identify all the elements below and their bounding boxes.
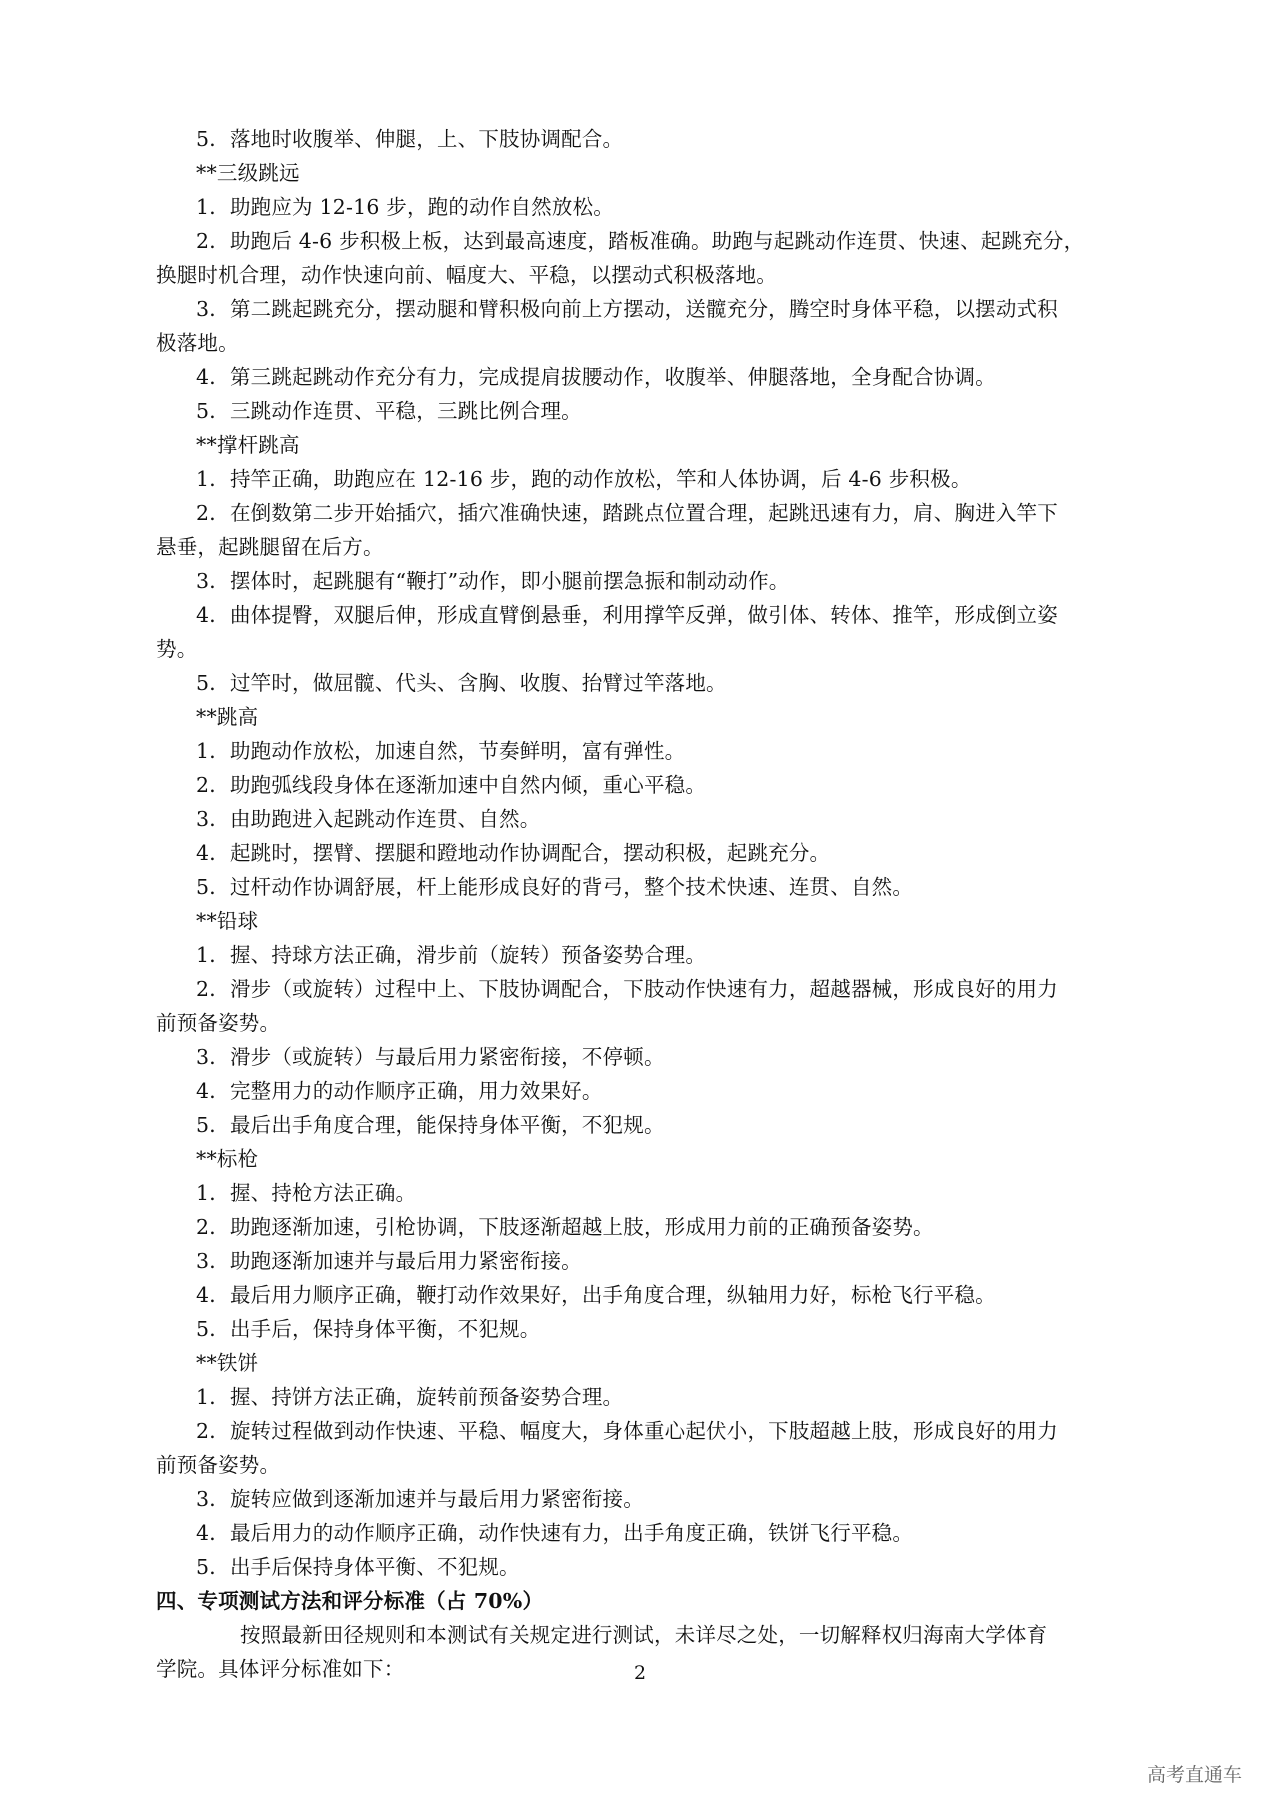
list-item: 2．助跑后 4-6 步积极上板，达到最高速度，踏板准确。助跑与起跳动作连贯、快速、起跳充分， [196,229,1085,253]
text-continuation: 悬垂，起跳腿留在后方。 [156,535,384,559]
list-item: 4．最后用力的动作顺序正确，动作快速有力，出手角度正确，铁饼飞行平稳。 [196,1521,914,1545]
section-subheading: **铁饼 [196,1351,259,1375]
list-item: 3．第二跳起跳充分，摆动腿和臂积极向前上方摆动，送髋充分，腾空时身体平稳，以摆动式积 [196,297,1058,321]
list-item: 1．助跑动作放松，加速自然，节奏鲜明，富有弹性。 [196,739,686,763]
list-item: 1．持竿正确，助跑应在 12-16 步，跑的动作放松，竿和人体协调，后 4-6 步积极。 [196,467,972,491]
list-item: 3．旋转应做到逐渐加速并与最后用力紧密衔接。 [196,1487,644,1511]
list-item: 3．摆体时，起跳腿有“鞭打”动作，即小腿前摆急振和制动动作。 [196,569,790,593]
list-item: 3．滑步（或旋转）与最后用力紧密衔接，不停顿。 [196,1045,665,1069]
watermark: 高考直通车 [1146,1764,1242,1786]
document-body [156,122,1136,1686]
list-item: 5．最后出手角度合理，能保持身体平衡，不犯规。 [196,1113,665,1137]
list-item: 2．助跑弧线段身体在逐渐加速中自然内倾，重心平稳。 [196,773,707,797]
list-item: 5．过杆动作协调舒展，杆上能形成良好的背弓，整个技术快速、连贯、自然。 [196,875,914,899]
text-continuation: 换腿时机合理，动作快速向前、幅度大、平稳，以摆动式积极落地。 [156,263,777,287]
list-item: 5．落地时收腹举、伸腿，上、下肢协调配合。 [196,127,624,151]
list-item: 2．在倒数第二步开始插穴，插穴准确快速，踏跳点位置合理，起跳迅速有力，肩、胸进入竿下 [196,501,1058,525]
list-item: 1．握、持饼方法正确，旋转前预备姿势合理。 [196,1385,624,1409]
list-item: 5．出手后保持身体平衡、不犯规。 [196,1555,520,1579]
list-item: 5．过竿时，做屈髋、代头、含胸、收腹、抬臂过竿落地。 [196,671,727,695]
list-item: 5．出手后，保持身体平衡，不犯规。 [196,1317,541,1341]
list-item: 2．滑步（或旋转）过程中上、下肢协调配合，下肢动作快速有力，超越器械，形成良好的用力 [196,977,1058,1001]
list-item: 4．起跳时，摆臂、摆腿和蹬地动作协调配合，摆动积极，起跳充分。 [196,841,831,865]
text-continuation: 学院。具体评分标准如下： [156,1657,405,1681]
list-item: 1．助跑应为 12-16 步，跑的动作自然放松。 [196,195,614,219]
text-continuation: 前预备姿势。 [156,1453,281,1477]
page-number: 2 [633,1662,647,1684]
section-subheading: **三级跳远 [196,161,300,185]
section-subheading: **铅球 [196,909,259,933]
section-subheading: **标枪 [196,1147,259,1171]
text-continuation: 势。 [156,637,198,661]
text-continuation: 极落地。 [156,331,239,355]
paragraph-line: 按照最新田径规则和本测试有关规定进行测试，未详尽之处，一切解释权归海南大学体育 [240,1623,1048,1647]
section-subheading: **撑杆跳高 [196,433,300,457]
list-item: 2．旋转过程做到动作快速、平稳、幅度大，身体重心起伏小，下肢超越上肢，形成良好的用力 [196,1419,1058,1443]
list-item: 4．第三跳起跳动作充分有力，完成提肩拔腰动作，收腹举、伸腿落地，全身配合协调。 [196,365,996,389]
list-item: 2．助跑逐渐加速，引枪协调，下肢逐渐超越上肢，形成用力前的正确预备姿势。 [196,1215,934,1239]
section-subheading: **跳高 [196,705,259,729]
list-item: 3．助跑逐渐加速并与最后用力紧密衔接。 [196,1249,582,1273]
list-item: 1．握、持枪方法正确。 [196,1181,417,1205]
list-item: 5．三跳动作连贯、平稳，三跳比例合理。 [196,399,582,423]
text-continuation: 前预备姿势。 [156,1011,281,1035]
list-item: 4．最后用力顺序正确，鞭打动作效果好，出手角度合理，纵轴用力好，标枪飞行平稳。 [196,1283,996,1307]
section-heading: 四、专项测试方法和评分标准（占 70%） [156,1589,544,1613]
list-item: 1．握、持球方法正确，滑步前（旋转）预备姿势合理。 [196,943,707,967]
list-item: 4．曲体提臀，双腿后伸，形成直臂倒悬垂，利用撑竿反弹，做引体、转体、推竿，形成倒立姿 [196,603,1058,627]
list-item: 3．由助跑进入起跳动作连贯、自然。 [196,807,541,831]
list-item: 4．完整用力的动作顺序正确，用力效果好。 [196,1079,603,1103]
